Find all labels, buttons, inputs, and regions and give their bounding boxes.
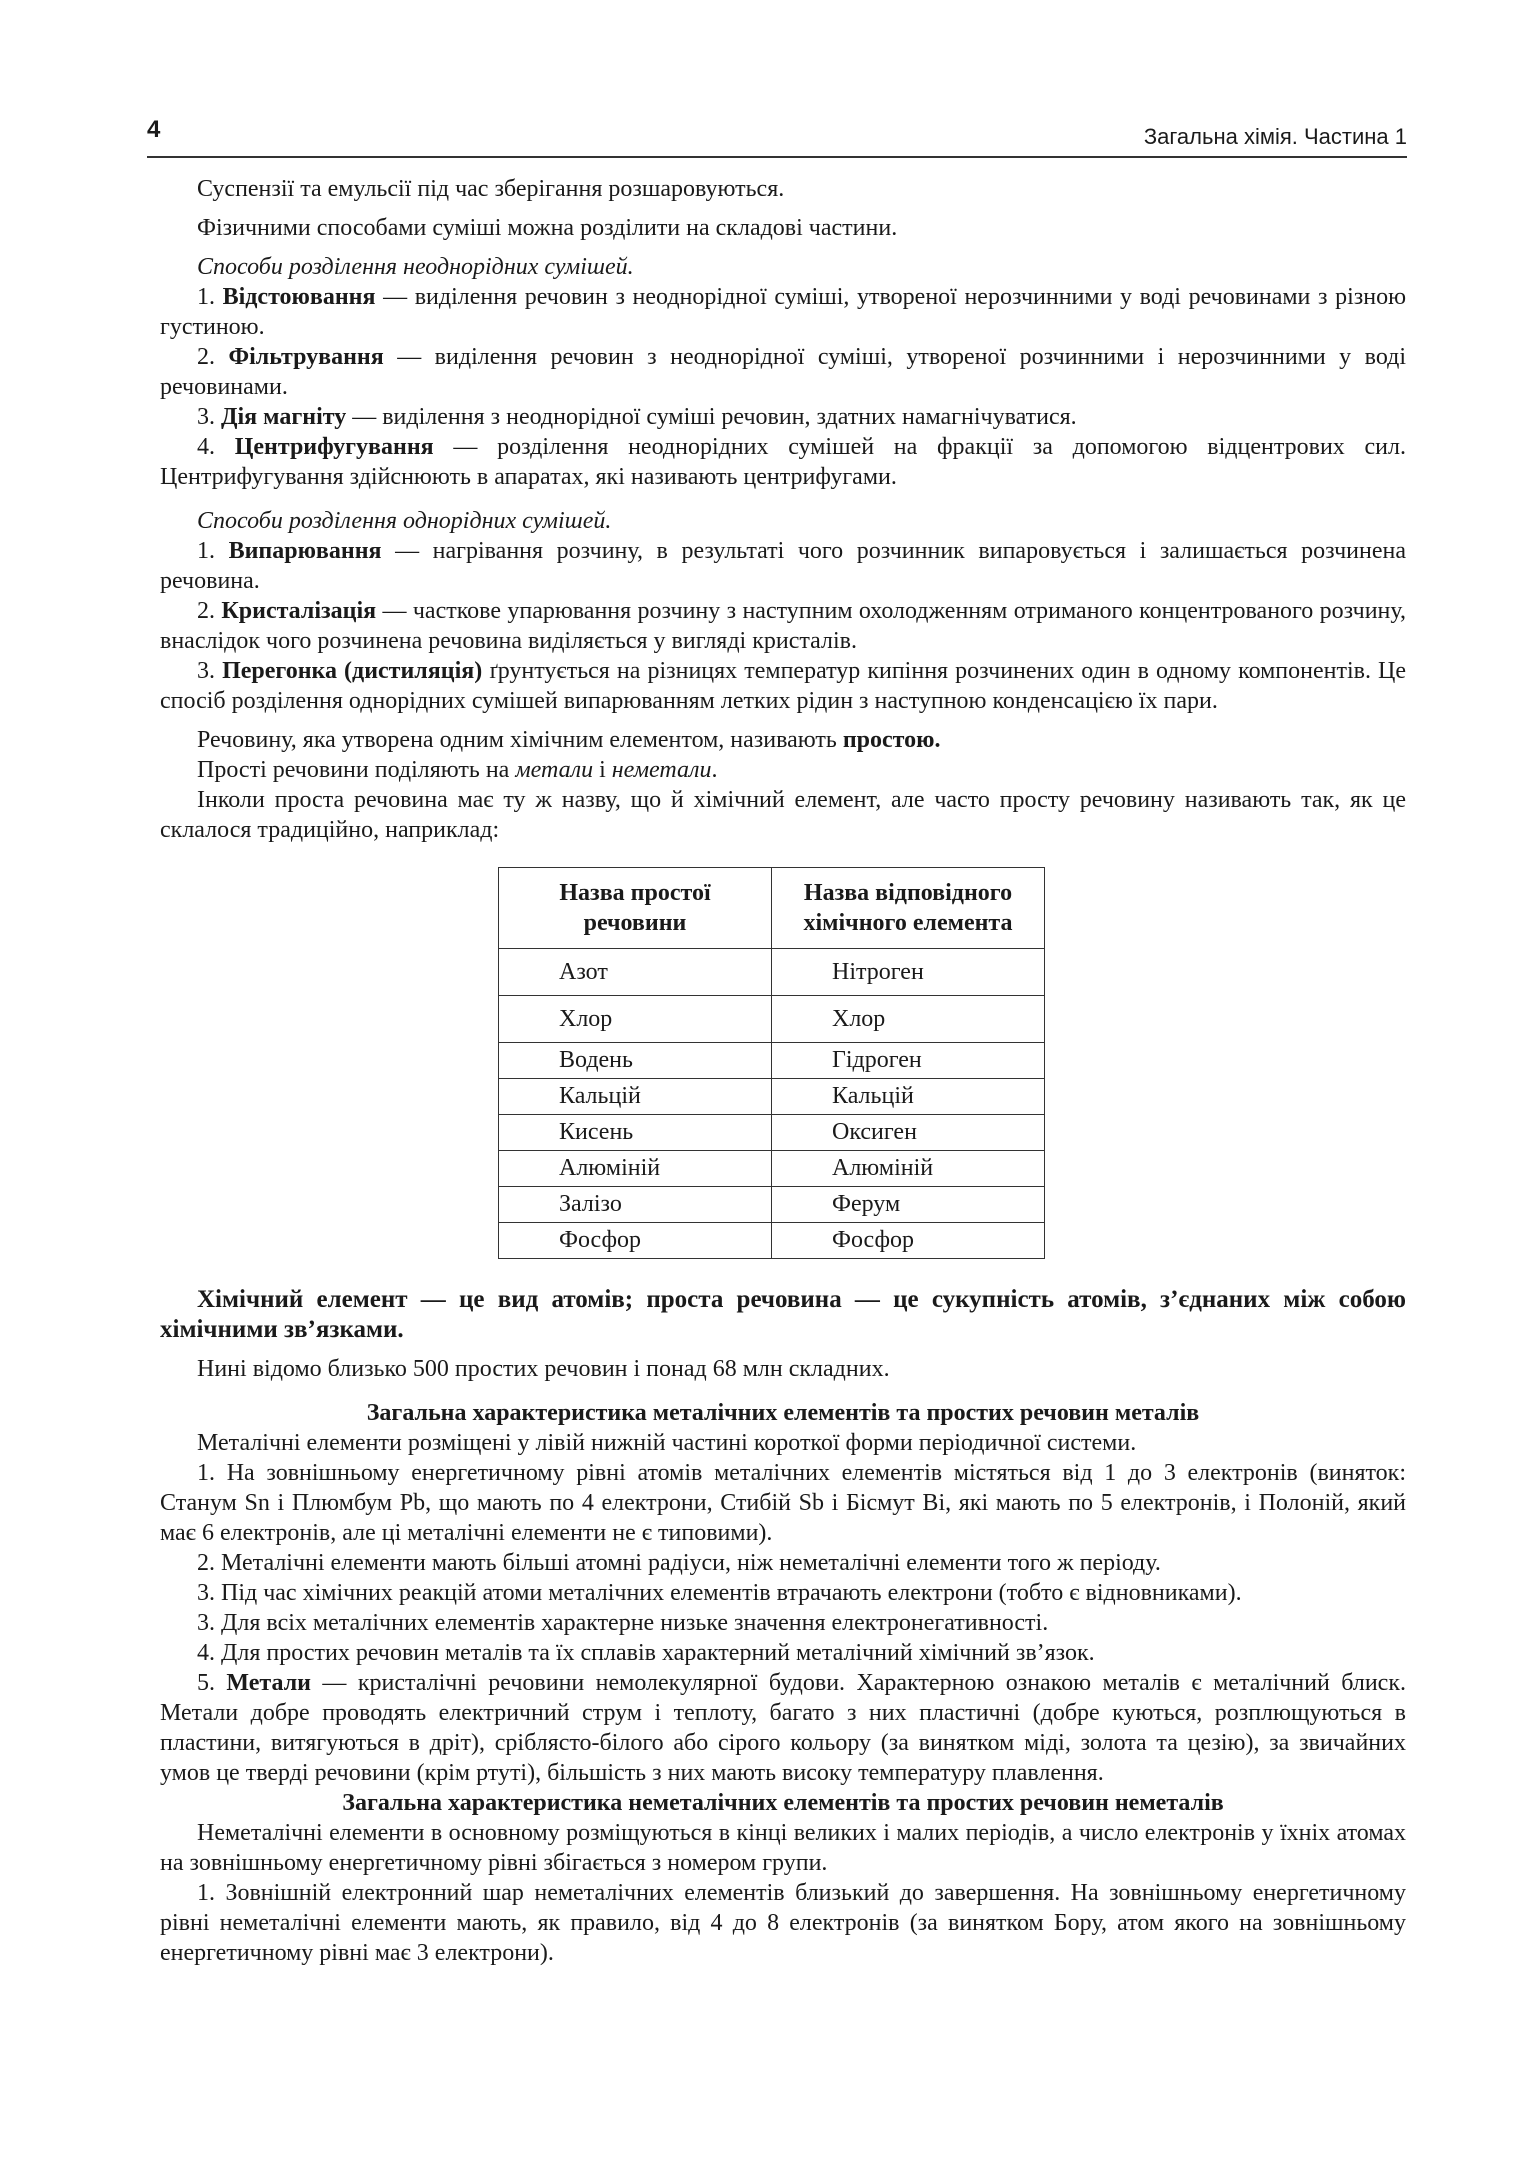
list-item: 1. Випарювання — нагрівання розчину, в результаті чого розчинник випаровується і залишається розчинена речовина. xyxy=(160,538,1407,594)
nonmetals-heading: Загальна характеристика неметалічних елементів та простих речовин неметалів xyxy=(342,1790,1224,1816)
section-heading-heterogeneous: Способи розділення неоднорідних сумішей. xyxy=(197,254,634,280)
table-cell: Оксиген xyxy=(772,1115,1045,1151)
paragraph: Нині відомо близько 500 простих речовин і понад 68 млн складних. xyxy=(197,1356,890,1382)
list-item: 2. Фільтрування — виділення речовин з неоднорідної суміші, утвореної розчинними і нерозчинними у воді речовинами. xyxy=(160,344,1407,400)
list-item: 1. На зовнішньому енергетичному рівні атомів металічних елементів містяться від 1 до 3 електронів (виняток: Станум Sn і Плюмбум Pb, що мають по 4 електрони, Стибій Sb і Бісмут Bi, які мають по 5 електронів, і Полоній, який має 6 електронів, але ці металічні елементи не є типовими). xyxy=(160,1460,1406,1546)
paragraph: Інколи проста речовина має ту ж назву, що й хімічний елемент, але часто просту речовину називають так, як це склалося традиційно, наприклад: xyxy=(160,787,1406,843)
list-item: 1. Відстоювання — виділення речовин з неоднорідної суміші, утвореної нерозчинними у воді речовинами з різною густиною. xyxy=(160,284,1407,340)
term: Дія магніту xyxy=(221,404,347,430)
table-cell: Гідроген xyxy=(772,1043,1045,1079)
table-cell: Кальцій xyxy=(499,1079,772,1115)
table-cell: Кисень xyxy=(499,1115,772,1151)
table-row xyxy=(499,1187,1045,1223)
running-header xyxy=(147,116,1407,158)
table-cell: Нітроген xyxy=(772,949,1045,996)
table-cell: Кальцій xyxy=(772,1079,1045,1115)
table-row xyxy=(499,1223,1045,1259)
table-cell: Алюміній xyxy=(499,1151,772,1187)
definition: Хімічний елемент — це вид атомів; проста речовина — це сукупність атомів, з’єднаних між собою хімічними зв’язками. xyxy=(160,1286,1406,1343)
table-cell: Ферум xyxy=(772,1187,1045,1223)
term: Перегонка (дистиляція) xyxy=(222,658,483,684)
paragraph: Речовину, яка утворена одним хімічним елементом, називають простою. xyxy=(197,727,941,753)
list-item: 3. Для всіх металічних елементів характерне низьке значення електронегативності. xyxy=(197,1610,1049,1636)
term: Відстоювання xyxy=(222,284,376,310)
page-body xyxy=(160,174,1406,1968)
page-number: 4 xyxy=(147,116,161,143)
table-cell: Фосфор xyxy=(499,1223,772,1259)
column-header: Назва простої речовини xyxy=(499,868,772,949)
list-item: 2. Кристалізація — часткове упарювання розчину з наступним охолодженням отриманого концентрованого розчину, внаслідок чого розчинена речовина виділяється у вигляді кристалів. xyxy=(160,598,1407,654)
paragraph: Металічні елементи розміщені у лівій нижній частині короткої форми періодичної системи. xyxy=(197,1430,1137,1456)
list-item: 5. Метали — кристалічні речовини немолекулярної будови. Характерною ознакою металів є металічний блиск. Метали добре проводять електричний струм і теплоту, багато з них пластичні (добре куються, розплющуються в пластини, витягуються в дріт), сріблясто-білого або сірого кольору (за винятком міді, золота та цезію), за звичайних умов це тверді речовини (крім ртуті), більшість з них мають високу температуру плавлення. xyxy=(160,1670,1406,1786)
names-table xyxy=(498,867,1045,1259)
term: Центрифугування xyxy=(234,434,434,460)
list-item: 1. Зовнішній електронний шар неметалічних елементів близький до завершення. На зовнішньому енергетичному рівні неметалічні елементи мають, як правило, від 4 до 8 електронів (за винятком Бору, атом якого на зовнішньому енергетичному рівні має 3 електрони). xyxy=(160,1880,1406,1966)
table-row xyxy=(499,1115,1045,1151)
table-cell: Водень xyxy=(499,1043,772,1079)
table-row xyxy=(499,949,1045,996)
list-item: 3. Під час хімічних реакцій атоми металічних елементів втрачають електрони (тобто є відновниками). xyxy=(197,1580,1242,1606)
column-header: Назва відповідного хімічного елемента xyxy=(772,868,1045,949)
list-item: 3. Дія магніту — виділення з неоднорідної суміші речовин, здатних намагнічуватися. xyxy=(197,404,1077,430)
table-cell: Фосфор xyxy=(772,1223,1045,1259)
term: Метали xyxy=(226,1670,311,1696)
table-cell: Хлор xyxy=(499,996,772,1043)
term: Фільтрування xyxy=(228,344,384,370)
table-cell: Хлор xyxy=(772,996,1045,1043)
book-title: Загальна хімія. Частина 1 xyxy=(1143,124,1407,149)
paragraph: Прості речовини поділяють на метали і неметали. xyxy=(197,757,718,783)
table-row xyxy=(499,1151,1045,1187)
list-item: 4. Для простих речовин металів та їх сплавів характерний металічний хімічний зв’язок. xyxy=(197,1640,1095,1666)
section-heading-homogeneous: Способи розділення однорідних сумішей. xyxy=(197,508,612,534)
table-cell: Алюміній xyxy=(772,1151,1045,1187)
term: Випарювання xyxy=(228,538,382,564)
term: Кристалізація xyxy=(221,598,377,624)
list-item: 3. Перегонка (дистиляція) ґрунтується на різницях температур кипіння розчинених один в одному компонентів. Це спосіб розділення однорідних сумішей випарюванням летких рідин з наступною конденсацією їх пари. xyxy=(160,658,1407,714)
table-row xyxy=(499,996,1045,1043)
paragraph: Суспензії та емульсії під час зберігання розшаровуються. xyxy=(197,176,785,202)
table-row xyxy=(499,1079,1045,1115)
table-cell: Азот xyxy=(499,949,772,996)
list-item: 2. Металічні елементи мають більші атомні радіуси, ніж неметалічні елементи того ж періоду. xyxy=(197,1550,1161,1576)
paragraph: Фізичними способами суміші можна розділити на складові частини. xyxy=(197,215,898,241)
table-cell: Залізо xyxy=(499,1187,772,1223)
table-row xyxy=(499,1043,1045,1079)
list-item: 4. Центрифугування — розділення неоднорідних сумішей на фракції за допомогою відцентрових сил. Центрифугування здійснюють в апаратах, які називають центрифугами. xyxy=(160,434,1406,490)
table-header-row xyxy=(499,868,1045,949)
paragraph: Неметалічні елементи в основному розміщуються в кінці великих і малих періодів, а число електронів у їхніх атомах на зовнішньому енергетичному рівні збігається з номером групи. xyxy=(160,1820,1406,1876)
metals-heading: Загальна характеристика металічних елементів та простих речовин металів xyxy=(366,1400,1200,1426)
